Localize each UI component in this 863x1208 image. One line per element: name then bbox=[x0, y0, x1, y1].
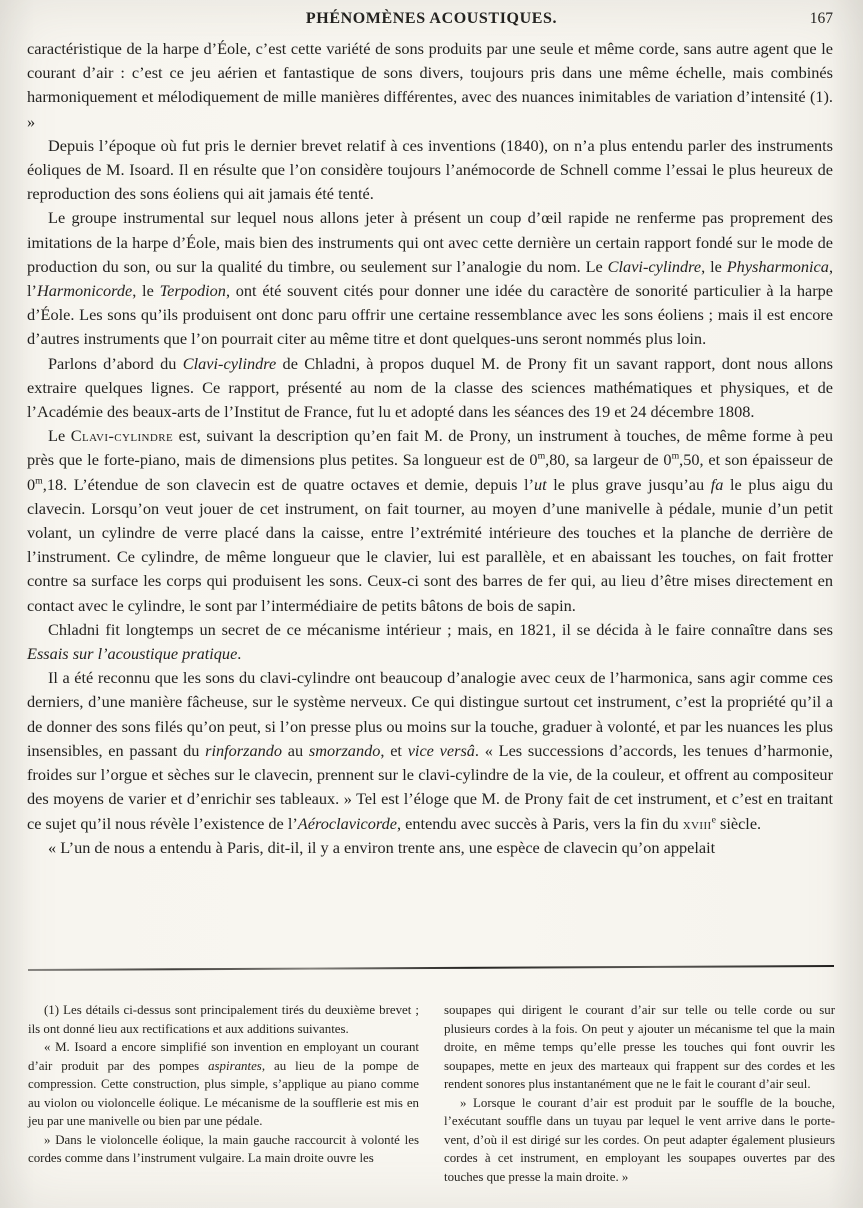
paragraph bbox=[27, 836, 833, 860]
text-segment: , le bbox=[132, 281, 160, 301]
paragraph bbox=[27, 424, 833, 618]
text-segment: Clavi-cylindre bbox=[70, 426, 174, 446]
paragraph bbox=[27, 134, 833, 207]
text-segment: vice versâ bbox=[407, 740, 475, 760]
text-segment: Clavi-cylindre bbox=[182, 353, 277, 373]
text-segment: Parlons d’abord du bbox=[48, 353, 183, 373]
paragraph bbox=[27, 666, 833, 835]
text-segment: , au lieu de la pompe de compression. Cette construction, plus simple, s’applique au piano comme au violon ou violoncelle éolique. Le mécanisme de la soufflerie est mis en jeu par une manivelle ou bien par une pédale. bbox=[28, 1058, 419, 1128]
text-segment: rinforzando bbox=[205, 740, 283, 760]
text-segment: (1) Les détails ci-dessus sont principalement tirés du deuxième brevet ; ils ont donné lieu aux rectifications et aux additions suivantes. bbox=[28, 1003, 419, 1036]
text-segment: smorzando bbox=[308, 740, 381, 760]
paragraph bbox=[28, 1001, 419, 1038]
text-segment: Essais sur l’acoustique pratique bbox=[27, 644, 238, 664]
footnotes bbox=[28, 1001, 835, 1186]
paragraph bbox=[27, 37, 833, 134]
paragraph bbox=[28, 1131, 419, 1168]
text-segment: ,80, sa largeur de 0 bbox=[545, 450, 672, 470]
text-segment: « L’un de nous a entendu à Paris, dit-il, il y a environ trente ans, une espèce de clavecin qu’on appelait bbox=[48, 837, 716, 857]
text-segment: » Dans le violoncelle éolique, la main gauche raccourcit à volonté les cordes comme dans l’instrument vulgaire. La main droite ouvre les bbox=[28, 1132, 419, 1165]
footnote-column-left bbox=[28, 1001, 419, 1186]
text-segment: « M. Isoard a encore simplifié son invention en employant un courant d’air produit par des pompes bbox=[28, 1040, 419, 1073]
paragraph bbox=[27, 352, 833, 425]
text-segment: Harmonicorde bbox=[36, 281, 133, 301]
text-segment: . « Les successions d’accords, les tenues d’harmonie, froides sur l’orgue et sèches sur le clavecin, prennent sur le clavi-cylindre de la vie, de la couleur, et offrent au compositeur des moyens de varier et d’enrichir ses tableaux. » Tel est l’éloge que M. de Prony fait de cet instrument, et c’est en traitant ce sujet qu’il nous révèle l’existence de l’ bbox=[27, 740, 833, 833]
text-segment: m bbox=[671, 451, 680, 463]
text-segment: m bbox=[35, 475, 43, 487]
text-segment: aspirantes bbox=[208, 1058, 262, 1073]
text-segment: , ont été souvent cités pour donner une idée du caractère de sonorité particulier à la harpe d’Éole. Les sons qu’ils produisent ont donc paru offrir une certaine ressemblance avec les sons éoliens ; mais il est encore d’autres instruments que l’on pourrait citer au même titre et dont quelques-uns seront nommés plus loin. bbox=[27, 281, 834, 349]
paragraph bbox=[27, 206, 833, 351]
text-segment: Le bbox=[48, 426, 71, 446]
text-segment: le plus aigu du clavecin. Lorsqu’on veut jouer de cet instrument, on fait tourner, au moyen d’une manivelle à pédale, munie d’un petit volant, un cylindre de verre placé dans la caisse, entre l’extrémité intérieure des touches et la planche de derrière de l’instrument. Ce cylindre, de même longueur que le clavier, lui est parallèle, et en abaissant les touches, on fait frotter contre sa surface les corps qui produisent les sons. Ceux-ci sont des barres de fer qui, au lieu d’être mises directement en contact avec le cylindre, le sont par l’intermédiaire de petits bâtons de bois de sapin. bbox=[27, 474, 833, 615]
text-segment: ,18. L’étendue de son clavecin est de quatre octaves et demie, depuis l’ bbox=[42, 474, 534, 494]
text-segment: » Lorsque le courant d’air est produit par le souffle de la bouche, l’exécutant souffle dans un tuyau par lequel le vent arrive dans le porte-vent, d’où il est dirigé sur les cordes. On peut adapter également plusieurs cordes à cet instrument, en employant les soupapes ouvertes par des touches que presse la main droite. » bbox=[444, 1095, 835, 1184]
text-segment: Le groupe instrumental sur lequel nous allons jeter à présent un coup d’œil rapide ne renferme pas proprement des imitations de la harpe d’Éole, mais bien des instruments qui ont avec cette dernière un certain rapport fondé sur le mode de production du son, ou sur la qualité du timbre, ou seulement sur l’analogie du nom. Le bbox=[27, 208, 833, 276]
text-segment: Clavi-cylindre bbox=[607, 256, 702, 276]
body-text bbox=[27, 37, 833, 860]
text-segment: soupapes qui dirigent le courant d’air sur telle ou telle corde ou sur plusieurs cordes à la fois. On peut y ajouter un mécanisme tel que la main droite, en même temps qu’elle presse les touches qui font ouvrir les soupapes, mette en jeux des marteaux qui frappent sur des cordes et les rendent sonores plus instantanément que ne le fait le courant d’air seul. bbox=[444, 1003, 835, 1091]
text-segment: m bbox=[537, 451, 546, 463]
text-segment: est, suivant la description qu’en fait M. de Prony, un instrument à touches, de même forme à peu près que le forte-piano, mais de dimensions plus petites. Sa longueur est de 0 bbox=[27, 426, 833, 470]
paragraph bbox=[444, 1094, 835, 1187]
text-segment: caractéristique de la harpe d’Éole, c’est cette variété de sons produits par une seule et même corde, sans autre agent que le courant d’air : c’est ce jeu aérien et fantastique de sons divers, toujours pris dans une même échelle, mais combinés harmoniquement et mélodiquement de mille manières différentes, avec des nuances inimitables de variation d’intensité (1). » bbox=[27, 39, 833, 131]
text-segment: ,50, et son épaisseur de 0 bbox=[27, 450, 833, 494]
text-segment: Il a été reconnu que les sons du clavi-cylindre ont beaucoup d’analogie avec ceux de l’harmonica, sans agir comme ces derniers, d’une manière fâcheuse, sur le système nerveux. Ce qui distingue surtout cet instrument, c’est la propriété qu’il a de donner des sons filés qu’on peut, si l’on presse plus ou moins sur la touche, graduer à volonté, et par les nuances les plus insensibles, en passant du bbox=[27, 668, 833, 760]
text-segment: . bbox=[237, 644, 242, 664]
text-segment: Physharmonica bbox=[726, 256, 829, 276]
text-segment: xviii bbox=[682, 813, 712, 833]
page-title: PHÉNOMÈNES ACOUSTIQUES. bbox=[305, 10, 558, 27]
text-segment: , l’ bbox=[27, 256, 834, 301]
text-segment: Depuis l’époque où fut pris le dernier brevet relatif à ces inventions (1840), on n’a plus entendu parler des instruments éoliques de M. Isoard. Il en résulte que l’on considère toujours l’anémocorde de Schnell comme l’essai le plus heureux de reproduction des sons éoliens qui ait jamais été tenté. bbox=[27, 135, 833, 204]
paragraph bbox=[444, 1001, 835, 1094]
text-segment: Chladni fit longtemps un secret de ce mécanisme intérieur ; mais, en 1821, il se décida à le faire connaître dans ses bbox=[48, 619, 833, 639]
footnote-rule bbox=[28, 965, 834, 971]
page-number: 167 bbox=[809, 10, 833, 27]
footnote-column-right bbox=[444, 1001, 835, 1186]
text-segment: de Chladni, à propos duquel M. de Prony fit un savant rapport, dont nous allons extraire quelques lignes. Ce rapport, présenté au nom de la classe des sciences mathématiques et physiques, et de l’Académie des beaux-arts de l’Institut de France, fut lu et adopté dans les séances des 19 et 24 décembre 1808. bbox=[27, 353, 833, 422]
text-segment: , entendu avec succès à Paris, vers la fin du bbox=[396, 813, 683, 833]
text-segment: fa bbox=[710, 474, 724, 494]
text-segment: le plus grave jusqu’au bbox=[546, 474, 711, 494]
text-segment: siècle. bbox=[715, 813, 762, 833]
text-segment: , et bbox=[380, 740, 408, 760]
text-segment: , le bbox=[701, 256, 727, 276]
running-head bbox=[0, 10, 863, 34]
paragraph bbox=[28, 1038, 419, 1131]
paragraph bbox=[27, 618, 833, 666]
text-segment: au bbox=[282, 740, 309, 760]
text-segment: Terpodion bbox=[159, 281, 226, 301]
text-segment: ut bbox=[534, 474, 547, 494]
text-segment: e bbox=[711, 814, 716, 826]
text-segment: Aéroclavicorde bbox=[297, 813, 397, 833]
